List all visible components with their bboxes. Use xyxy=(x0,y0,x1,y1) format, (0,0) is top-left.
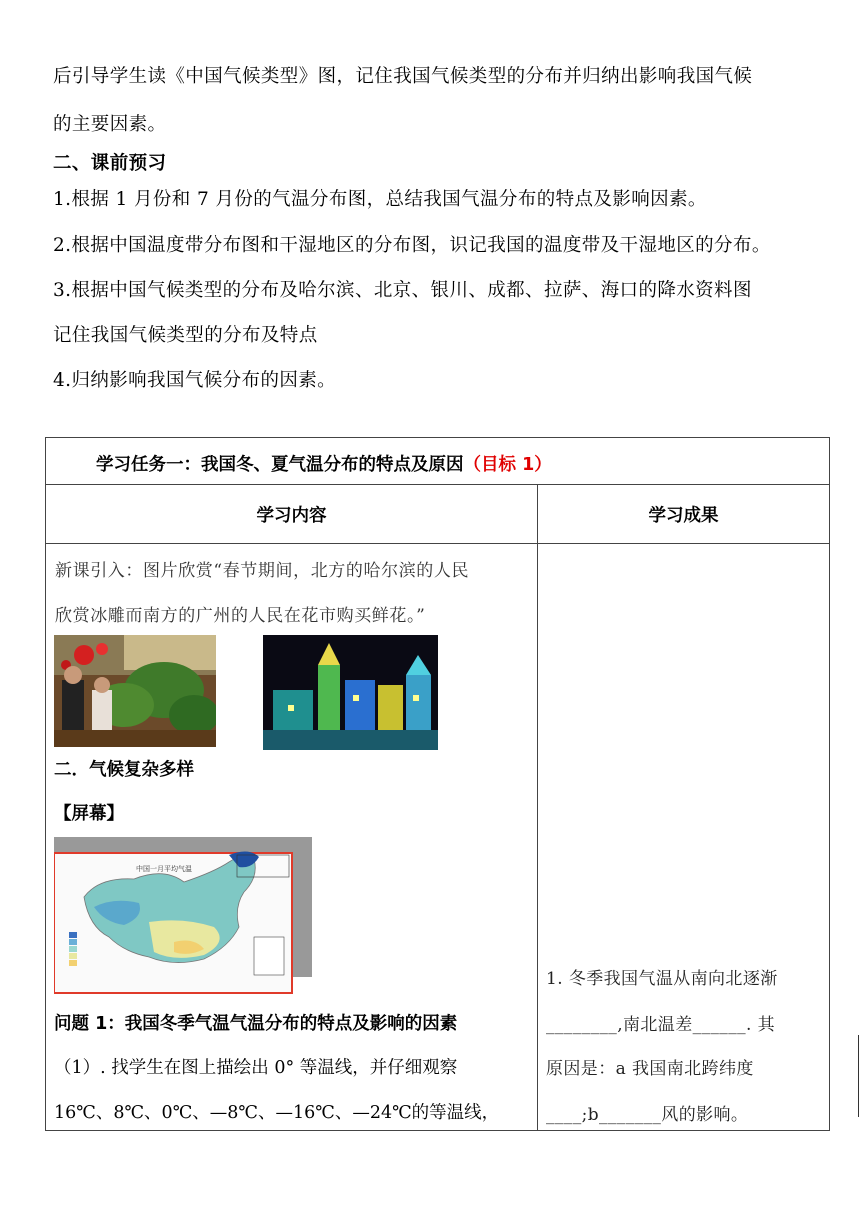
learning-task-table xyxy=(45,437,830,1131)
header-learning-result: 学习成果 xyxy=(538,485,830,544)
preview-item-4: 4.归纳影响我国气候分布的因素。 xyxy=(53,370,337,391)
task-title-cell xyxy=(46,438,830,485)
question-1-line-2: 16℃、8℃、0℃、—8℃、—16℃、—24℃的等温线， xyxy=(54,1103,500,1123)
preview-item-3b: 记住我国气候类型的分布及特点 xyxy=(53,325,318,346)
header-learning-content: 学习内容 xyxy=(46,485,538,544)
preview-item-3a: 3.根据中国气候类型的分布及哈尔滨、北京、银川、成都、拉萨、海口的降水资料图 xyxy=(53,280,752,301)
margin-line xyxy=(858,1035,859,1117)
learning-result-cell xyxy=(538,544,830,1131)
result-line-3: 原因是：a 我国南北跨纬度 xyxy=(546,1059,754,1079)
preview-item-2: 2.根据中国温度带分布图和干湿地区的分布图，识记我国的温度带及干湿地区的分布。 xyxy=(53,235,771,256)
flower-market-photo xyxy=(54,635,216,747)
task-title: 学习任务一：我国冬、夏气温分布的特点及原因 xyxy=(96,455,464,475)
preview-line-1: 后引导学生读《中国气候类型》图，记住我国气候类型的分布并归纳出影响我国气候 xyxy=(53,66,753,87)
intro-line-1: 新课引入：图片欣赏“春节期间，北方的哈尔滨的人民 xyxy=(55,561,470,581)
preview-heading: 二、课前预习 xyxy=(53,153,167,174)
screen-label: 【屏幕】 xyxy=(54,804,124,824)
section-heading: 二．气候复杂多样 xyxy=(54,760,194,780)
question-1-line-1: （1）. 找学生在图上描绘出 0° 等温线，并仔细观察 xyxy=(54,1058,458,1078)
result-line-2: ________,南北温差______. 其 xyxy=(546,1015,776,1035)
ice-sculpture-photo xyxy=(263,635,438,750)
preview-line-2: 的主要因素。 xyxy=(53,114,167,135)
question-1: 问题 1：我国冬季气温气温分布的特点及影响的因素 xyxy=(54,1014,458,1034)
task-goal: （目标 1） xyxy=(463,455,552,475)
january-temperature-map xyxy=(54,837,312,997)
intro-line-2: 欣赏冰雕而南方的广州的人民在花市购买鲜花。” xyxy=(55,606,426,626)
result-line-4: ____;b_______风的影响。 xyxy=(546,1105,749,1125)
preview-item-1: 1.根据 1 月份和 7 月份的气温分布图，总结我国气温分布的特点及影响因素。 xyxy=(53,189,707,210)
map-title: 中国一月平均气温 xyxy=(136,865,192,873)
result-line-1: 1. 冬季我国气温从南向北逐渐 xyxy=(546,969,778,989)
learning-content-cell xyxy=(46,544,538,1131)
